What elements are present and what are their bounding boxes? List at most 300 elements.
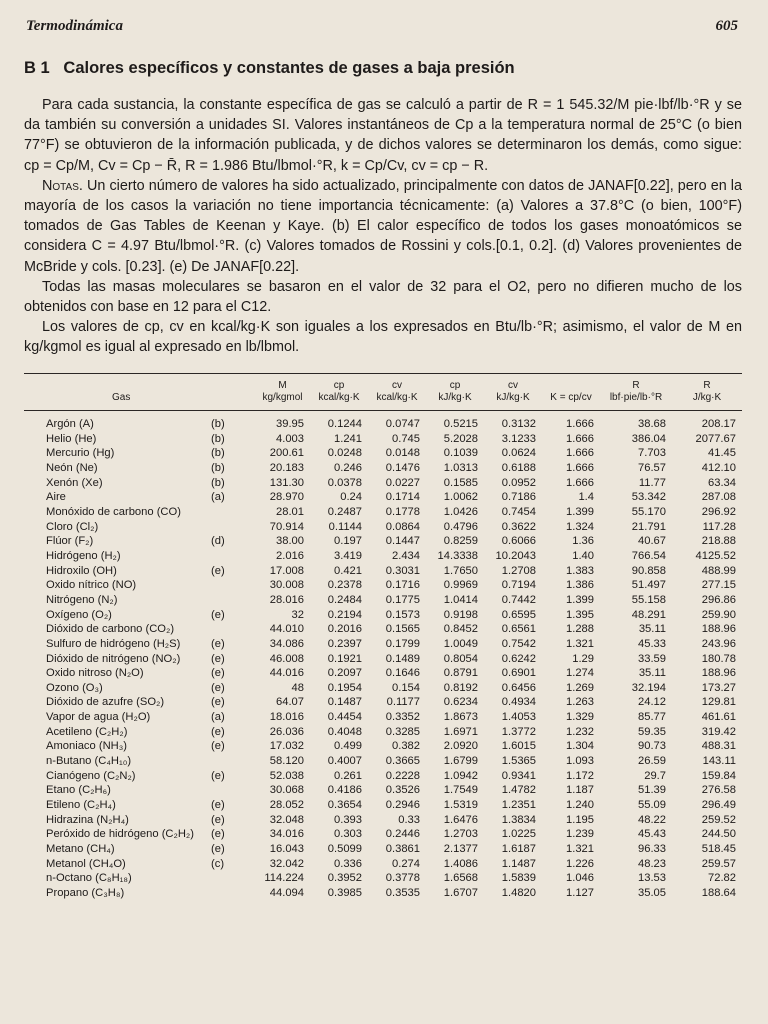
value-cell: 0.6234 <box>443 696 478 709</box>
gas-name-cell: Propano (C₃H₈) <box>46 887 125 899</box>
value-cell: 0.1954 <box>327 681 362 694</box>
value-cell: 29.7 <box>644 769 666 782</box>
table-row <box>24 798 742 813</box>
value-cell: 159.84 <box>701 769 736 782</box>
running-header <box>26 18 738 42</box>
value-cell: 259.57 <box>701 857 736 870</box>
gas-name-cell: Flúor (F₂) <box>46 535 94 548</box>
gas-name-cell: Cloro (Cl₂) <box>46 520 99 533</box>
value-cell: 0.2016 <box>327 623 362 636</box>
value-cell: 0.8259 <box>443 535 478 548</box>
reference-cell <box>207 520 255 535</box>
value-cell: 0.1447 <box>385 535 420 548</box>
value-cell: 30.068 <box>269 784 304 797</box>
value-cell: 3.419 <box>334 549 362 562</box>
value-cell: 0.2228 <box>385 769 420 782</box>
value-cell: 0.9198 <box>443 608 478 621</box>
reference-cell: (c) <box>211 857 225 870</box>
reference-cell: (e) <box>211 769 225 782</box>
value-cell: 0.3861 <box>385 843 420 856</box>
value-cell: 26.036 <box>269 725 304 738</box>
value-cell: 0.1039 <box>443 447 478 460</box>
value-cell: 0.1716 <box>385 579 420 592</box>
intro-text <box>24 95 742 358</box>
value-cell: 1.187 <box>566 784 594 797</box>
value-cell: 1.399 <box>566 505 594 518</box>
table-row <box>24 857 742 872</box>
value-cell: 0.7542 <box>501 637 536 650</box>
section-title: B 1 Calores específicos y constantes de gases a baja presión <box>24 59 515 77</box>
value-cell: 1.36 <box>572 535 594 548</box>
gas-name-cell: Oxígeno (O₂) <box>46 608 112 621</box>
reference-cell <box>207 783 255 798</box>
value-cell: 72.82 <box>708 872 736 885</box>
value-cell: 0.0227 <box>385 476 420 489</box>
value-cell: 1.1487 <box>501 857 536 870</box>
value-cell: 0.261 <box>334 769 362 782</box>
value-cell: 16.043 <box>269 843 304 856</box>
value-cell: 1.6476 <box>443 813 478 826</box>
value-cell: 0.336 <box>334 857 362 870</box>
header-cp-kj: cp kJ/kg·K <box>438 380 472 403</box>
value-cell: 0.8452 <box>443 623 478 636</box>
gas-name-cell: Peróxido de hidrógeno (C₂H₂) <box>46 828 194 841</box>
value-cell: 0.6561 <box>501 623 536 636</box>
gas-name-cell: Hidrógeno (H₂) <box>46 549 121 562</box>
reference-cell: (e) <box>211 828 225 841</box>
table-row <box>24 754 742 769</box>
value-cell: 0.6456 <box>501 681 536 694</box>
table-row <box>24 622 742 637</box>
value-cell: 0.7442 <box>501 593 536 606</box>
value-cell: 28.01 <box>276 505 304 518</box>
value-cell: 319.42 <box>701 725 736 738</box>
value-cell: 1.329 <box>566 711 594 724</box>
value-cell: 1.2351 <box>501 799 536 812</box>
value-cell: 1.288 <box>566 623 594 636</box>
value-cell: 2.434 <box>392 549 420 562</box>
value-cell: 1.4053 <box>501 711 536 724</box>
value-cell: 188.96 <box>701 623 736 636</box>
value-cell: 0.3665 <box>385 755 420 768</box>
value-cell: 173.27 <box>701 681 736 694</box>
gas-name-cell: Dióxido de carbono (CO₂) <box>46 623 175 636</box>
paragraph-molecular-mass: Todas las masas moleculares se basaron en el valor de 32 para el O2, pero no difieren mucho de los obtenidos con base en 12 para el C12. <box>24 278 742 316</box>
value-cell: 0.4796 <box>443 520 478 533</box>
header-cv-kj: cv kJ/kg·K <box>496 380 530 403</box>
value-cell: 17.032 <box>269 740 304 753</box>
value-cell: 4.003 <box>276 432 304 445</box>
gas-name-cell: Hidroxilo (OH) <box>46 564 117 577</box>
value-cell: 0.7194 <box>501 579 536 592</box>
table-header-row <box>24 380 742 410</box>
gas-name-cell: Helio (He) <box>46 432 97 445</box>
value-cell: 218.88 <box>701 535 736 548</box>
header-gas: Gas <box>112 392 131 403</box>
value-cell: 0.3285 <box>385 725 420 738</box>
table-row <box>24 783 742 798</box>
value-cell: 0.2946 <box>385 799 420 812</box>
table-row <box>24 871 742 886</box>
gas-name-cell: Dióxido de azufre (SO₂) <box>46 696 165 709</box>
gas-name-cell: Acetileno (C₂H₂) <box>46 725 128 738</box>
value-cell: 35.05 <box>638 887 666 899</box>
value-cell: 0.1476 <box>385 461 420 474</box>
table-row <box>24 432 742 447</box>
value-cell: 0.4454 <box>327 711 362 724</box>
header-ref <box>207 380 255 410</box>
value-cell: 0.1799 <box>385 637 420 650</box>
value-cell: 0.8192 <box>443 681 478 694</box>
gas-name-cell: n-Octano (C₈H₁₈) <box>46 872 132 885</box>
table-row <box>24 446 742 461</box>
value-cell: 24.12 <box>638 696 666 709</box>
value-cell: 2.016 <box>276 549 304 562</box>
table-row <box>24 490 742 505</box>
value-cell: 0.3031 <box>385 564 420 577</box>
value-cell: 0.1775 <box>385 593 420 606</box>
gas-name-cell: Sulfuro de hidrógeno (H₂S) <box>46 637 181 650</box>
reference-cell <box>207 505 255 520</box>
value-cell: 0.33 <box>398 813 420 826</box>
reference-cell <box>207 754 255 769</box>
gas-name-cell: Etileno (C₂H₄) <box>46 799 116 812</box>
value-cell: 766.54 <box>631 549 666 562</box>
reference-cell: (b) <box>211 476 225 489</box>
value-cell: 461.61 <box>701 711 736 724</box>
gas-name-cell: Aire <box>46 491 66 504</box>
notes-label: Notas. <box>42 177 83 194</box>
value-cell: 488.31 <box>701 740 736 753</box>
header-m: M kg/kgmol <box>262 380 303 403</box>
gas-properties-table <box>24 380 742 901</box>
value-cell: 1.0313 <box>443 461 478 474</box>
value-cell: 41.45 <box>708 447 736 460</box>
value-cell: 0.1921 <box>327 652 362 665</box>
value-cell: 1.172 <box>566 769 594 782</box>
value-cell: 0.2194 <box>327 608 362 621</box>
value-cell: 44.010 <box>269 623 304 636</box>
value-cell: 1.239 <box>566 828 594 841</box>
value-cell: 0.1144 <box>328 520 362 533</box>
value-cell: 1.0049 <box>443 637 478 650</box>
value-cell: 1.3834 <box>501 813 536 826</box>
table-row <box>24 666 742 681</box>
gas-name-cell: Cianógeno (C₂N₂) <box>46 769 136 782</box>
value-cell: 90.858 <box>631 564 666 577</box>
value-cell: 35.11 <box>638 667 666 680</box>
value-cell: 1.8673 <box>443 711 478 724</box>
value-cell: 117.28 <box>702 520 736 533</box>
reference-cell: (e) <box>211 725 225 738</box>
value-cell: 1.321 <box>566 637 594 650</box>
value-cell: 1.195 <box>566 813 594 826</box>
value-cell: 1.6187 <box>501 843 536 856</box>
value-cell: 412.10 <box>701 461 736 474</box>
value-cell: 1.666 <box>566 461 594 474</box>
paragraph-notes <box>24 176 742 277</box>
value-cell: 0.3132 <box>501 418 536 430</box>
value-cell: 0.0624 <box>501 447 536 460</box>
value-cell: 1.3772 <box>501 725 536 738</box>
value-cell: 0.2378 <box>327 579 362 592</box>
table-row <box>24 549 742 564</box>
value-cell: 0.3622 <box>501 520 536 533</box>
value-cell: 188.96 <box>701 667 736 680</box>
value-cell: 243.96 <box>701 637 736 650</box>
value-cell: 0.1714 <box>385 491 420 504</box>
value-cell: 0.1565 <box>385 623 420 636</box>
value-cell: 0.2397 <box>327 637 362 650</box>
value-cell: 38.68 <box>638 418 666 430</box>
value-cell: 1.241 <box>334 432 362 445</box>
value-cell: 0.9969 <box>443 579 478 592</box>
value-cell: 51.497 <box>631 579 666 592</box>
value-cell: 32.042 <box>269 857 304 870</box>
header-k: K = cp/cv <box>550 392 592 403</box>
value-cell: 35.11 <box>638 623 666 636</box>
reference-cell: (e) <box>211 608 225 621</box>
value-cell: 1.324 <box>566 520 594 533</box>
reference-cell: (e) <box>211 652 225 665</box>
value-cell: 55.170 <box>631 505 666 518</box>
table-row <box>24 476 742 491</box>
value-cell: 0.382 <box>392 740 420 753</box>
value-cell: 0.6242 <box>501 652 536 665</box>
value-cell: 114.224 <box>264 872 304 885</box>
gas-name-cell: Monóxido de carbono (CO) <box>46 505 181 518</box>
value-cell: 44.094 <box>269 887 304 899</box>
value-cell: 1.6971 <box>443 725 478 738</box>
value-cell: 2.1377 <box>443 843 478 856</box>
value-cell: 51.39 <box>638 784 666 797</box>
notes-text: Un cierto número de valores ha sido actualizado, principalmente con datos de JANAF[0.22], pero en la mayoría de los casos la variación no tiene importancia técnicamente: (a) Valores a 37.8°C (o bien, 100°F) tomados de Gas Tables de Keenan y Kaye. (b) El calor específico de todos los gases monoatómicos se considera C = 4.97 Btu/lbmol·°R. (c) Valores tomados de Rossini y cols.[0.1, 0.2]. (d) Valores provenientes de McBride y cols. [0.23]. (e) De JANAF[0.22]. <box>24 177 742 275</box>
gas-name-cell: Etano (C₂H₆) <box>46 784 111 797</box>
value-cell: 518.45 <box>701 843 736 856</box>
reference-cell: (b) <box>211 418 225 430</box>
value-cell: 0.6595 <box>501 608 536 621</box>
value-cell: 1.29 <box>572 652 594 665</box>
value-cell: 70.914 <box>269 520 304 533</box>
table-row <box>24 411 742 432</box>
value-cell: 48.291 <box>631 608 666 621</box>
value-cell: 0.1489 <box>385 652 420 665</box>
value-cell: 180.78 <box>701 652 736 665</box>
page-number: 605 <box>715 18 738 34</box>
value-cell: 28.052 <box>269 799 304 812</box>
value-cell: 1.6799 <box>443 755 478 768</box>
table-row <box>24 578 742 593</box>
value-cell: 0.1646 <box>385 667 420 680</box>
gas-name-cell: Hidrazina (N₂H₄) <box>46 813 129 826</box>
value-cell: 2.0920 <box>443 740 478 753</box>
value-cell: 386.04 <box>631 432 666 445</box>
value-cell: 1.269 <box>566 681 594 694</box>
value-cell: 277.15 <box>701 579 736 592</box>
table-row <box>24 520 742 535</box>
value-cell: 0.8791 <box>443 667 478 680</box>
value-cell: 1.2708 <box>501 564 536 577</box>
value-cell: 143.11 <box>702 755 736 768</box>
value-cell: 85.77 <box>638 711 666 724</box>
gas-name-cell: Mercurio (Hg) <box>46 447 115 460</box>
value-cell: 32.194 <box>631 681 666 694</box>
reference-cell <box>207 593 255 608</box>
value-cell: 11.77 <box>638 476 666 489</box>
value-cell: 0.4934 <box>501 696 536 709</box>
reference-cell: (b) <box>211 447 225 460</box>
value-cell: 1.321 <box>566 843 594 856</box>
value-cell: 1.232 <box>566 725 594 738</box>
value-cell: 18.016 <box>269 711 304 724</box>
value-cell: 0.246 <box>334 461 362 474</box>
table-row <box>24 710 742 725</box>
value-cell: 0.1573 <box>385 608 420 621</box>
header-r-si: R J/kg·K <box>692 380 722 403</box>
value-cell: 0.2484 <box>327 593 362 606</box>
value-cell: 39.95 <box>276 418 304 430</box>
gas-name-cell: Ozono (O₃) <box>46 681 103 694</box>
gas-name-cell: Metano (CH₄) <box>46 843 115 856</box>
value-cell: 10.2043 <box>495 549 536 562</box>
value-cell: 1.2703 <box>443 828 478 841</box>
value-cell: 1.6568 <box>443 872 478 885</box>
value-cell: 1.4086 <box>443 857 478 870</box>
value-cell: 0.24 <box>340 491 362 504</box>
reference-cell: (b) <box>211 461 225 474</box>
header-cv-kcal: cv kcal/kg·K <box>376 380 418 403</box>
value-cell: 0.6066 <box>501 535 536 548</box>
value-cell: 34.016 <box>269 828 304 841</box>
value-cell: 1.666 <box>566 476 594 489</box>
reference-cell <box>207 871 255 886</box>
value-cell: 1.093 <box>566 755 594 768</box>
value-cell: 0.1244 <box>327 418 362 430</box>
table-row <box>24 637 742 652</box>
value-cell: 1.226 <box>566 857 594 870</box>
value-cell: 1.5319 <box>443 799 478 812</box>
value-cell: 0.3352 <box>385 711 420 724</box>
value-cell: 14.3338 <box>437 549 478 562</box>
value-cell: 296.92 <box>701 505 736 518</box>
value-cell: 1.40 <box>572 549 594 562</box>
value-cell: 1.127 <box>566 887 594 899</box>
value-cell: 0.393 <box>334 813 362 826</box>
table-row <box>24 842 742 857</box>
value-cell: 1.7549 <box>443 784 478 797</box>
value-cell: 20.183 <box>269 461 304 474</box>
gas-name-cell: Dióxido de nitrógeno (NO₂) <box>46 652 181 665</box>
value-cell: 1.395 <box>566 608 594 621</box>
reference-cell <box>207 549 255 564</box>
value-cell: 1.666 <box>566 447 594 460</box>
reference-cell: (e) <box>211 843 225 856</box>
value-cell: 0.4007 <box>327 755 362 768</box>
value-cell: 64.07 <box>276 696 304 709</box>
value-cell: 90.73 <box>638 740 666 753</box>
table-row <box>24 505 742 520</box>
value-cell: 0.1177 <box>386 696 420 709</box>
value-cell: 48.22 <box>638 813 666 826</box>
paragraph-units: Los valores de cp, cv en kcal/kg·K son iguales a los expresados en Btu/lb·°R; asimismo, el valor de M en kg/kgmol es igual al expresado en lb/lbmol. <box>24 319 742 356</box>
value-cell: 3.1233 <box>501 432 536 445</box>
reference-cell: (e) <box>211 681 225 694</box>
table-row <box>24 695 742 710</box>
table-row <box>24 564 742 579</box>
value-cell: 0.745 <box>392 432 420 445</box>
value-cell: 0.1585 <box>443 476 478 489</box>
value-cell: 0.5215 <box>443 418 478 430</box>
value-cell: 0.3526 <box>385 784 420 797</box>
table-row <box>24 652 742 667</box>
value-cell: 0.8054 <box>443 652 478 665</box>
table-row <box>24 769 742 784</box>
reference-cell: (e) <box>211 637 225 650</box>
value-cell: 21.791 <box>631 520 666 533</box>
gas-name-cell: Oxido nitroso (N₂O) <box>46 667 144 680</box>
value-cell: 1.6015 <box>501 740 536 753</box>
value-cell: 0.6188 <box>501 461 536 474</box>
value-cell: 45.33 <box>638 637 666 650</box>
reference-cell <box>207 578 255 593</box>
value-cell: 0.0378 <box>327 476 362 489</box>
reference-cell: (e) <box>211 813 225 826</box>
value-cell: 33.59 <box>638 652 666 665</box>
reference-cell: (b) <box>211 432 225 445</box>
value-cell: 32.048 <box>269 813 304 826</box>
value-cell: 188.64 <box>701 887 736 899</box>
value-cell: 0.3778 <box>385 872 420 885</box>
value-cell: 4125.52 <box>695 549 736 562</box>
table-row <box>24 461 742 476</box>
header-r-eng: R lbf·pie/lb·°R <box>609 380 663 403</box>
value-cell: 0.0864 <box>385 520 420 533</box>
value-cell: 48 <box>291 681 304 694</box>
value-cell: 1.274 <box>566 667 594 680</box>
value-cell: 63.34 <box>708 476 736 489</box>
value-cell: 1.386 <box>566 579 594 592</box>
value-cell: 131.30 <box>269 476 304 489</box>
value-cell: 58.120 <box>269 755 304 768</box>
value-cell: 1.0062 <box>443 491 478 504</box>
gas-name-cell: Amoniaco (NH₃) <box>46 740 128 753</box>
value-cell: 13.53 <box>638 872 666 885</box>
value-cell: 0.3952 <box>327 872 362 885</box>
value-cell: 55.09 <box>638 799 666 812</box>
value-cell: 2077.67 <box>695 432 736 445</box>
reference-cell: (e) <box>211 667 225 680</box>
value-cell: 208.17 <box>701 418 736 430</box>
gas-name-cell: Xenón (Xe) <box>46 476 103 489</box>
value-cell: 129.81 <box>701 696 736 709</box>
table-row <box>24 534 742 549</box>
value-cell: 0.3535 <box>385 887 420 899</box>
value-cell: 28.016 <box>269 593 304 606</box>
value-cell: 55.158 <box>631 593 666 606</box>
value-cell: 32 <box>291 608 304 621</box>
value-cell: 0.3654 <box>327 799 362 812</box>
value-cell: 28.970 <box>269 491 304 504</box>
reference-cell: (e) <box>211 564 225 577</box>
value-cell: 48.23 <box>638 857 666 870</box>
reference-cell: (d) <box>211 535 225 548</box>
value-cell: 1.263 <box>566 696 594 709</box>
value-cell: 244.50 <box>701 828 736 841</box>
value-cell: 259.52 <box>701 813 736 826</box>
value-cell: 1.399 <box>566 593 594 606</box>
table-row <box>24 725 742 740</box>
gas-name-cell: Metanol (CH₄O) <box>46 857 126 870</box>
